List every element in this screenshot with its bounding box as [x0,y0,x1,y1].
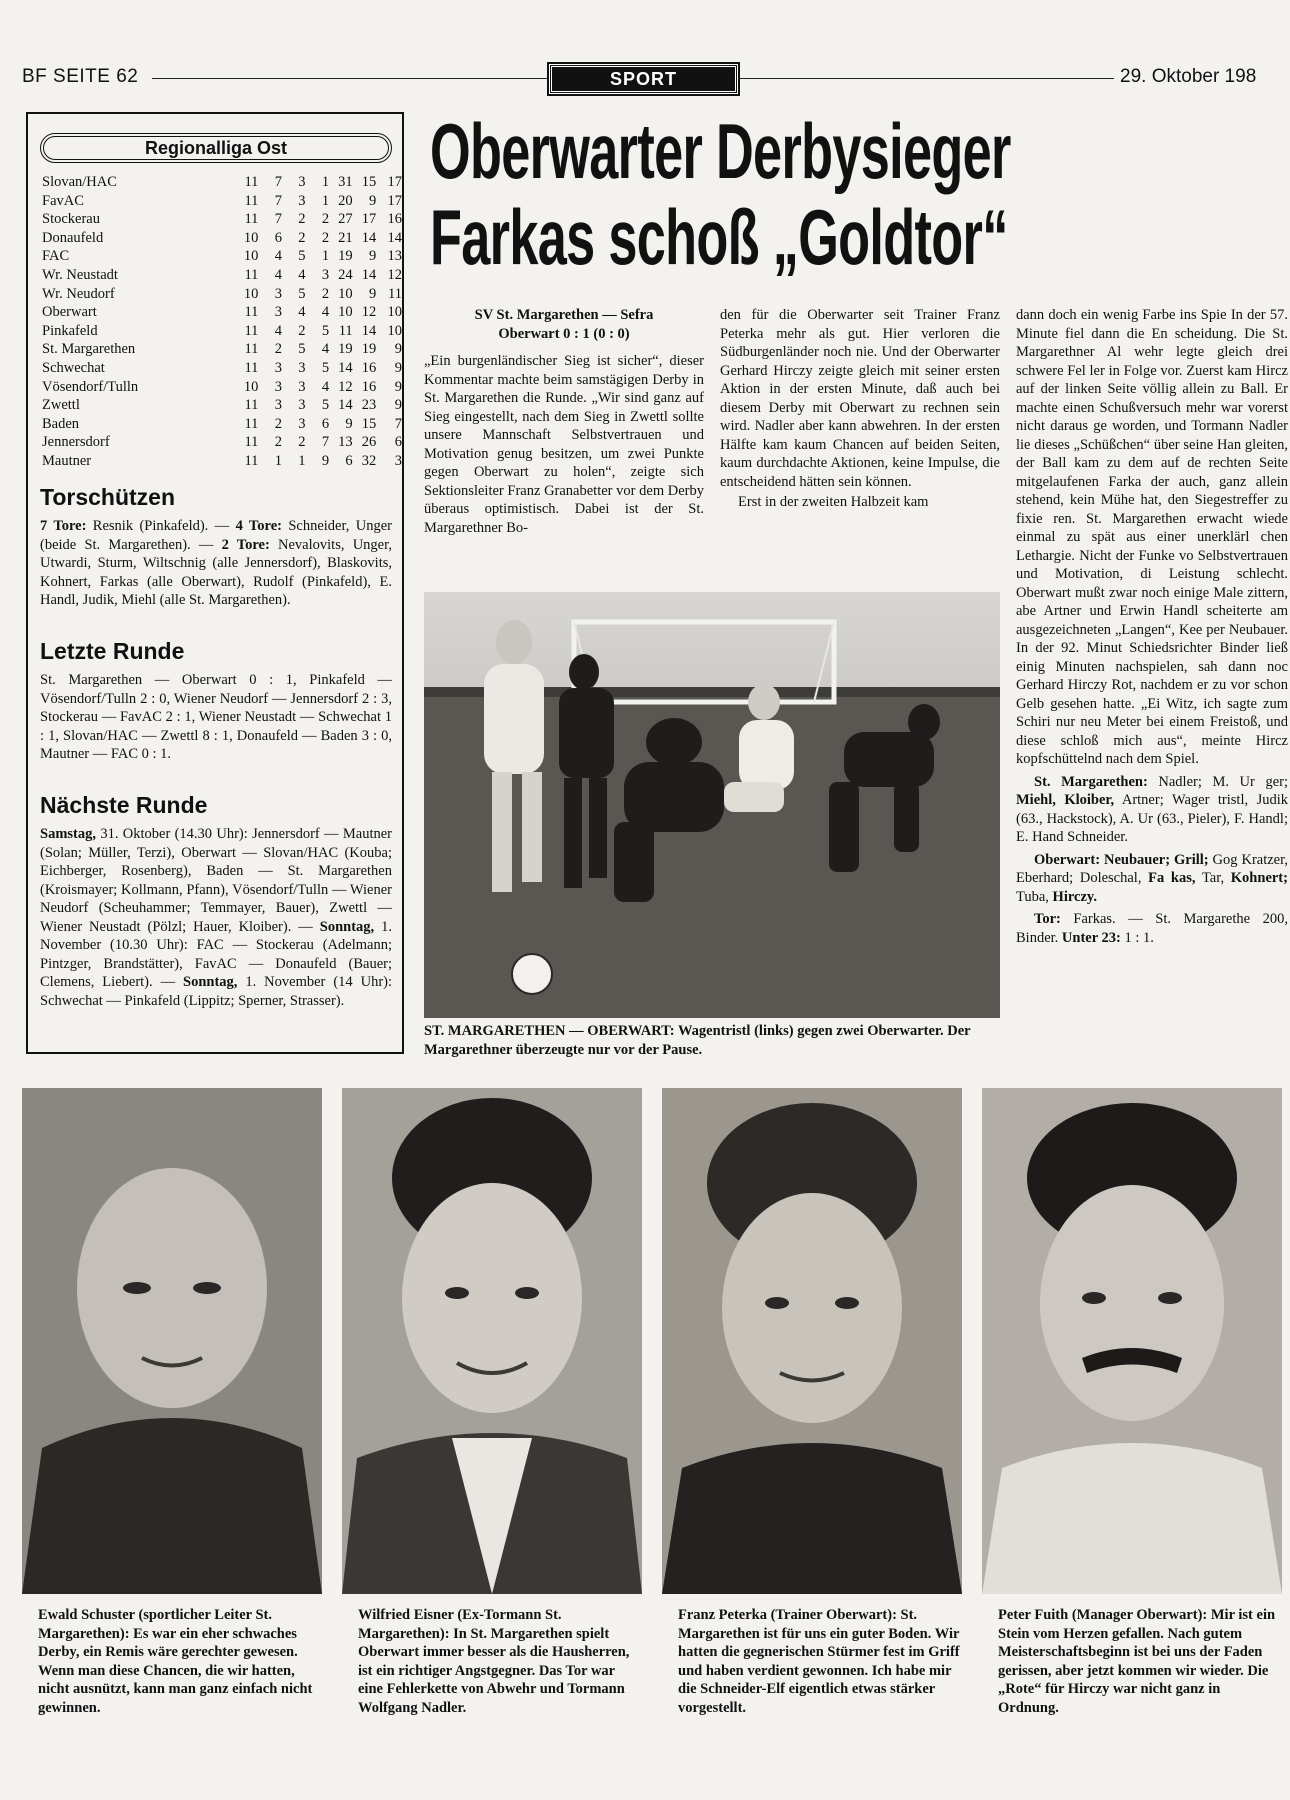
table-cell: 26 [361,434,377,451]
table-cell: 12 [387,266,402,283]
table-cell: 12 [361,304,377,321]
last-round-text: St. Margarethen — Oberwart 0 : 1, Pinkafeld — Vösendorf/Tulln 2 : 0, Wiener Neudorf — Jennersdorf 2 : 3, Stockerau — FavAC 2 : 1, Wiener Neustadt — Schwechat 1 : 1, Slovan/HAC — Zwettl 8 : 1, Donaufeld — Baden 3 : 0, Mautner — FAC 0 : 1. [40,672,392,762]
table-cell: 11 [244,434,259,451]
table-cell: 6 [345,452,353,469]
team-name: Mautner [42,452,92,469]
table-cell: 3 [298,192,306,209]
table-cell: 4 [321,378,330,395]
table-cell: 3 [298,397,306,414]
table-cell: 9 [321,452,330,469]
table-row [42,173,402,192]
table-cell: 1 [321,248,330,265]
table-cell: 16 [361,378,377,395]
team-name: Baden [42,415,80,432]
table-cell: 7 [274,174,282,190]
table-cell: 2 [274,341,282,358]
table-cell: 4 [274,248,282,265]
portrait-2-image [342,1088,642,1594]
headline-line-1: Oberwarter Derbysieger [430,107,1011,195]
table-cell: 2 [298,229,306,246]
match-title: SV St. Margarethen — Sefra [474,307,654,323]
table-cell: 2 [321,285,330,302]
lineup-st-margarethen: St. Margarethen: Nadler; M. Ur ger; Miehl, Kloiber, Artner; Wager tristl, Judik (63., Hackstock), A. Ur (63., Pieler), F. Handl; E. Hand Schneider. [1016,773,1288,845]
portrait-4-caption: Peter Fuith (Manager Oberwart): Mir ist ein Stein vom Herzen gefallen. Nach gutem Meisterschaftsbeginn ist bei uns der Faden gerissen, aber jetzt kommen wir wieder. Die „Rote“ für Hirczy war nicht ganz in Ordnung. [998,1607,1276,1716]
table-row [42,247,402,266]
table-cell: 5 [298,248,306,265]
table-cell: 14 [387,229,402,246]
portrait-4-image [982,1088,1282,1594]
portrait-1-caption: Ewald Schuster (sportlicher Leiter St. Margarethen): Es war ein eher schwaches Derby, ein Remis wäre gerechter gewesen. Wenn man diese Chancen, die wir hatten, nicht ausnützt, kann man ganz einfach nicht gewinnen. [38,1607,313,1716]
goal-info: Tor: Farkas. — St. Margarethe 200, Binder. Unter 23: 1 : 1. [1016,911,1288,946]
table-cell: 1 [298,452,306,469]
portrait-4 [982,1088,1282,1594]
table-cell: 3 [321,266,330,283]
table-cell: 3 [274,397,282,414]
table-cell: 3 [298,378,306,395]
table-cell: 15 [361,415,377,432]
table-cell: 14 [361,322,377,339]
team-name: FAC [42,248,70,265]
team-name: Zwettl [42,397,80,414]
table-cell: 6 [274,229,282,246]
table-cell: 9 [394,341,402,358]
table-cell: 5 [321,322,330,339]
team-name: Schwechat [42,359,105,376]
table-row [42,285,402,304]
table-cell: 10 [243,229,259,246]
team-name: Jennersdorf [42,434,110,451]
table-row [42,340,402,359]
table-row [42,452,402,471]
table-cell: 21 [338,229,353,246]
table-row [42,433,402,452]
last-round-section [40,638,392,764]
table-cell: 10 [387,322,402,339]
table-cell: 10 [243,378,259,395]
table-row [42,266,402,285]
table-cell: 27 [338,211,353,228]
portrait-2 [342,1088,642,1594]
table-cell: 20 [338,192,353,209]
table-cell: 11 [244,266,259,283]
headline-line-2: Farkas schoß „Goldtor“ [430,193,1008,281]
table-row [42,303,402,322]
table-row [42,210,402,229]
table-cell: 16 [361,359,377,376]
portrait-1-image [22,1088,322,1594]
table-cell: 2 [298,211,306,228]
table-cell: 16 [387,211,402,228]
table-cell: 7 [394,415,402,432]
header-rule-left [152,78,547,79]
table-cell: 3 [274,285,282,302]
table-cell: 9 [345,415,353,432]
next-round-heading: Nächste Runde [40,792,208,818]
table-cell: 5 [298,285,306,302]
scorers-heading: Torschützen [40,484,176,510]
table-cell: 10 [243,285,259,302]
table-cell: 2 [321,211,330,228]
table-cell: 5 [321,359,330,376]
table-row [42,359,402,378]
lineup-oberwart: Oberwart: Neubauer; Grill; Gog Kratzer, Eberhard; Doleschal, Fa kas, Tar, Kohnert; Tuba, Hirczy. [1016,851,1288,905]
table-cell: 3 [274,378,282,395]
page-number: BF SEITE 62 [22,66,139,87]
table-cell: 6 [394,434,402,451]
portrait-3 [662,1088,962,1594]
table-cell: 17 [361,211,377,228]
table-cell: 5 [298,341,306,358]
table-row [42,192,402,211]
table-cell: 9 [394,378,402,395]
table-cell: 15 [361,174,377,190]
table-cell: 17 [387,174,402,190]
article-column-3 [1016,306,1288,1066]
table-cell: 23 [361,397,377,414]
table-cell: 19 [338,341,353,358]
table-cell: 10 [338,304,353,321]
table-cell: 2 [274,434,282,451]
table-cell: 4 [274,322,282,339]
table-cell: 32 [361,452,377,469]
match-photo-caption: ST. MARGARETHEN — OBERWART: Wagentristl (links) gegen zwei Oberwarter. Der Margarethner überzeugte nur vor der Pause. [424,1023,971,1058]
table-row [42,322,402,341]
table-cell: 5 [321,397,330,414]
table-row [42,378,402,397]
table-cell: 11 [244,359,259,376]
team-name: Vösendorf/Tulln [42,378,139,395]
table-cell: 4 [321,304,330,321]
table-cell: 3 [274,304,282,321]
table-cell: 11 [244,322,259,339]
next-round-section [40,792,392,1010]
team-name: St. Margarethen [42,341,136,358]
team-name: FavAC [42,192,84,209]
portrait-2-caption: Wilfried Eisner (Ex-Tormann St. Margarethen): In St. Margarethen spielt Oberwart immer besser als die Hausherren, ist ein richtiger Angstgegner. Das Tor war eine Fehlerkette von Abwehr und Tormann Wolfgang Nadler. [358,1607,630,1716]
table-cell: 3 [394,452,402,469]
next-round-text: Samstag, 31. Oktober (14.30 Uhr): Jennersdorf — Mautner (Solan; Müller, Terzi), Oberwart — Slovan/HAC (Kouba; Eichberger, Rosenberg), Baden — St. Margarethen (Kroismayer; Kollmann, Pfann), Vösendorf/Tulln — Wiener Neudorf (Scheuhammer; Temmayer, Bauer), Zwettl — Wiener Neustadt (Pölzl; Hauer, Kloiber). — Sonntag, 1. November (10.30 Uhr): FAC — Stockerau (Adelmann; Pintzger, Brandstätter), FavAC — Donaufeld (Bauer; Clemens, Liebert). — Sonntag, 1. November (14 Uhr): Schwechat — Pinkafeld (Lippitz; Sperner, Strasser). [40,826,393,1009]
article-text-1: „Ein burgenländischer Sieg ist sicher“, dieser Kommentar machte beim samstägigen Derby in St. Margarethen die Runde. „Wir sind ganz auf Sieg eingestellt, nach dem Sieg in Zwettl sollte unsere Mannschaft Selbstvertrauen und Motivation genug besitzen, um zwei Punkte gegen Oberwart zu holen“, zeigte sich Sektionsleiter Franz Granabetter vor dem Derby überaus optimistisch. Dabei ist der St. Margarethner Bo- [424,353,704,536]
table-cell: 11 [244,452,259,469]
table-cell: 7 [274,192,282,209]
table-cell: 14 [338,359,353,376]
table-cell: 7 [274,211,282,228]
table-cell: 11 [244,415,259,432]
portrait-3-image [662,1088,962,1594]
team-name: Slovan/HAC [42,174,117,190]
table-cell: 9 [368,192,377,209]
team-name: Donaufeld [42,229,104,246]
match-photo [424,592,1000,1018]
table-cell: 4 [321,341,330,358]
table-cell: 31 [338,174,353,190]
table-cell: 9 [368,285,377,302]
table-cell: 11 [244,211,259,228]
article-column-1 [424,306,704,537]
table-cell: 13 [338,434,353,451]
portrait-3-caption: Franz Peterka (Trainer Oberwart): St. Margarethen ist für uns ein guter Boden. Wir hatten die gegnerischen Stürmer fest im Griff und haben verdient gewonnen. Ich habe mir die Schneider-Elf eigentlich etwas stärker vorgestellt. [678,1607,960,1716]
article-column-2 [720,306,1000,512]
table-cell: 19 [361,341,377,358]
team-name: Stockerau [42,211,100,228]
table-row [42,396,402,415]
table-cell: 4 [274,266,282,283]
league-title: Regionalliga Ost [40,133,392,163]
table-cell: 3 [298,359,306,376]
article-text-3: Erst in der zweiten Halbzeit kam [738,494,929,510]
table-row [42,229,402,248]
table-row [42,415,402,434]
table-cell: 2 [321,229,330,246]
table-cell: 6 [321,415,330,432]
headline [430,107,1011,281]
team-name: Pinkafeld [42,322,98,339]
table-cell: 1 [321,174,330,190]
last-round-heading: Letzte Runde [40,638,185,664]
table-cell: 11 [388,285,402,302]
league-table [42,173,402,471]
scorers-text: 7 Tore: Resnik (Pinkafeld). — 4 Tore: Schneider, Unger (beide St. Margarethen). — 2 Tore: Nevalovits, Unger, Utwardi, Sturm, Wiltschnig (alle Jennersdorf), Blaskovits, Kohnert, Farkas (alle Oberwart), Rudolf (Pinkafeld), E. Handl, Judik, Miehl (alle St. Margarethen). [40,518,392,608]
table-cell: 11 [244,192,259,209]
team-name: Oberwart [42,304,97,321]
table-cell: 1 [274,452,282,469]
table-cell: 11 [244,397,259,414]
scorers-section [40,484,392,610]
table-cell: 10 [338,285,353,302]
table-cell: 11 [244,174,259,190]
section-label: SPORT [549,64,738,94]
article-text-4: dann doch ein wenig Farbe ins Spie In der 57. Minute fiel dann die En scheidung. Die St. Margarethner Al wehr legte gleich drei schwere Fel ler in Folge vor. Zuerst kam Hircz auf der linken Seite völlig allein zu Ball. Er machte einen Schußversuch mehr war vorerst nicht daraus ge worden, und Tormann Nadler lie dieses „Schüßchen“ über seine Han gleiten, der Ball kam zu dem auf de rechten Seite mitgelaufenen Farka der auch, ganz allein stehend, kein Mühe hat, den Siegestreffer zu fixie ren. St. Margarethen erwacht wiede einmal zu spät aus einer unerklärl chen Lethargie. Nicht der Funke vo Selbstvertrauen und Motivation, di Leistung schlecht. Oberwart mußt zwar noch einige Male zittern, abe Artner und Erwin Handl scheiterte am ausgezeichneten „Langen“, Kee per Neubauer. In der 92. Minut Schiedsrichter Binder ließ einig Minuten nachspielen, sah dann noc Gerhard Hirczy Rot, nachdem er zu vor schon Gelb gesehen hatte. „Ei Witz, ich sagte zum Schiri nur neu Meter bei einem Freistoß, und diese schloß mich aus“, meinte Hircz kopfschüttelnd nach dem Spiel. [1016,307,1288,767]
article-text-2: den für die Oberwarter seit Trainer Franz Peterka mehr als gut. Hier verloren die Südburgenländer noch nie. Und der Oberwarter Gerhard Hirczy zeigte gleich mit seiner ersten Aktion in der ersten Minute, daß auch bei diesem Derby mit Oberwart zu rechnen sein wird. Nadler aber kann abwehren. In der ersten Hälfte kam kaum Chancen auf beiden Seiten, kaum durchdachte Aktionen, keine Impulse, die entscheidend hätten sein können. [720,307,1000,490]
table-cell: 12 [338,378,353,395]
table-cell: 14 [338,397,353,414]
portrait-1 [22,1088,322,1594]
table-cell: 11 [244,341,259,358]
table-cell: 2 [274,415,282,432]
table-cell: 11 [244,304,259,321]
team-name: Wr. Neustadt [42,266,118,283]
table-cell: 4 [298,266,306,283]
table-cell: 9 [394,397,402,414]
table-cell: 3 [274,359,282,376]
table-cell: 7 [321,434,330,451]
table-cell: 3 [298,174,306,190]
table-cell: 9 [394,359,402,376]
header-rule-right [738,78,1114,79]
table-cell: 9 [368,248,377,265]
table-cell: 10 [243,248,259,265]
table-cell: 11 [338,322,353,339]
team-name: Wr. Neudorf [42,285,115,302]
table-cell: 24 [338,266,353,283]
match-photo-image [424,592,1000,1018]
table-cell: 13 [387,248,402,265]
match-score: Oberwart 0 : 1 (0 : 0) [498,326,630,342]
table-cell: 2 [298,434,306,451]
issue-date: 29. Oktober 198 [1120,66,1257,87]
table-cell: 14 [361,229,377,246]
table-cell: 10 [387,304,402,321]
table-cell: 1 [321,192,330,209]
table-cell: 4 [298,304,306,321]
table-cell: 17 [387,192,402,209]
table-cell: 3 [298,415,306,432]
table-cell: 14 [361,266,377,283]
table-cell: 19 [338,248,353,265]
table-cell: 2 [298,322,306,339]
